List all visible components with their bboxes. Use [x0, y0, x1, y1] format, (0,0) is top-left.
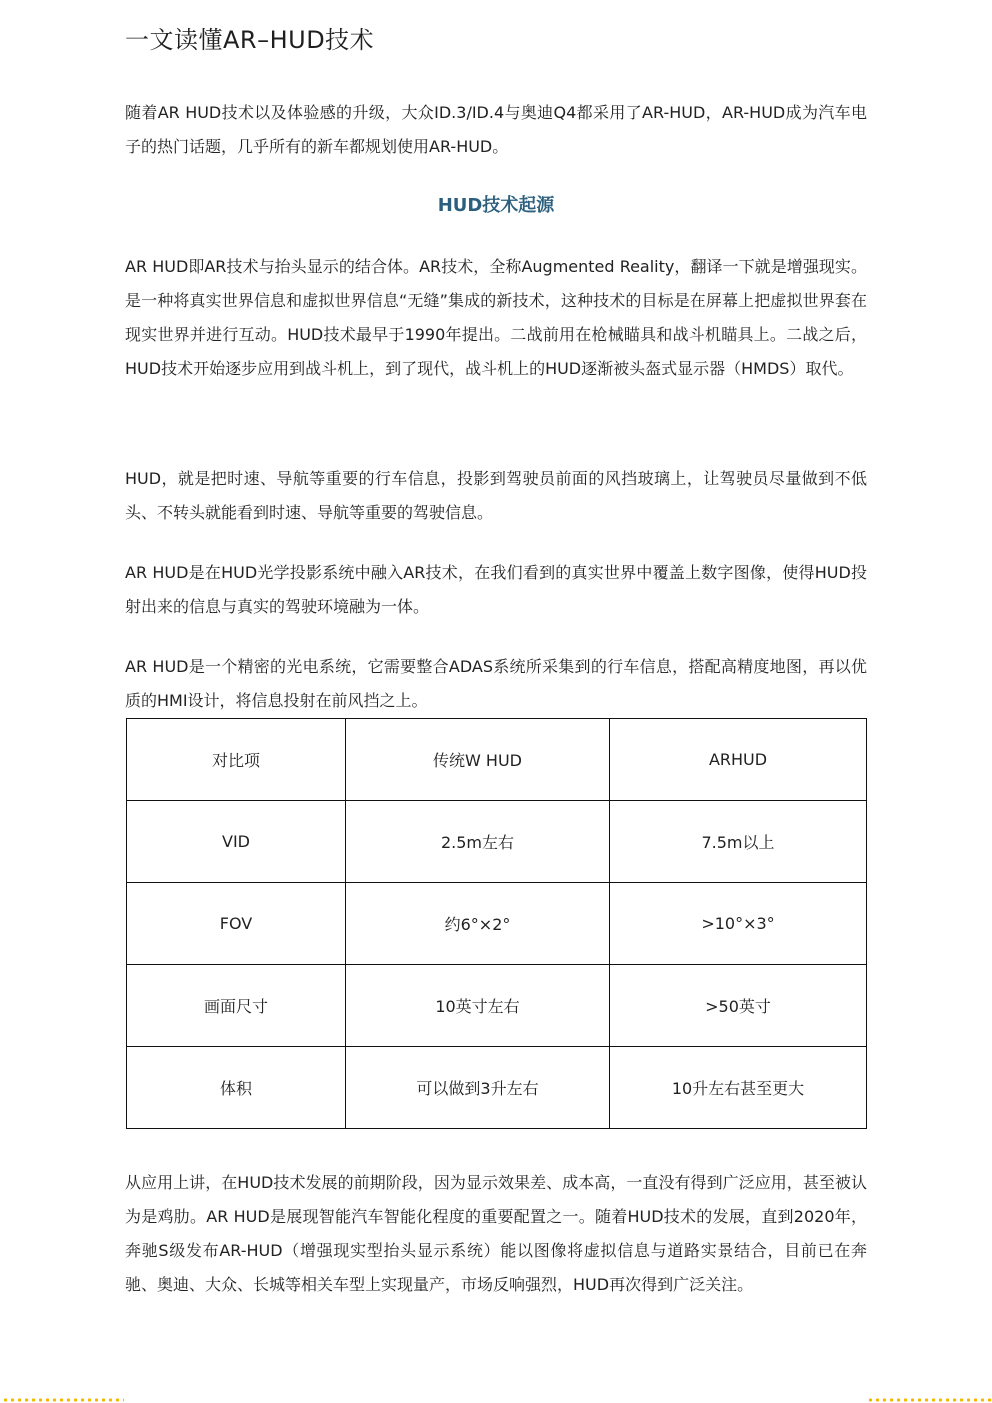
intro-paragraph: 随着AR HUD技术以及体验感的升级，大众ID.3/ID.4与奥迪Q4都采用了AR-HUD，AR-HUD成为汽车电子的热门话题，几乎所有的新车都规划使用AR-HUD。 [125, 103, 867, 156]
table-cell: 画面尺寸 [127, 965, 346, 1047]
table-cell: FOV [127, 883, 346, 965]
section-heading: HUD技术起源 [437, 195, 555, 216]
footer-dots-right [867, 1398, 991, 1402]
paragraph-arhud-definition: AR HUD是在HUD光学投影系统中融入AR技术，在我们看到的真实世界中覆盖上数字图像，使得HUD投射出来的信息与真实的驾驶环境融为一体。 [125, 563, 867, 616]
table-row [127, 883, 867, 965]
table-cell: 10英寸左右 [346, 965, 610, 1047]
footer-dots-left [2, 1398, 124, 1402]
page-title: 一文读懂AR–HUD技术 [125, 26, 375, 54]
paragraph-ar-origin: AR HUD即AR技术与抬头显示的结合体。AR技术，全称Augmented Reality，翻译一下就是增强现实。是一种将真实世界信息和虚拟世界信息“无缝”集成的新技术，这种技术的目标是在屏幕上把虚拟世界套在现实世界并进行互动。HUD技术最早于1990年提出。二战前用在枪械瞄具和战斗机瞄具上。二战之后，HUD技术开始逐步应用到战斗机上，到了现代，战斗机上的HUD逐渐被头盔式显示器（HMDS）取代。 [125, 257, 867, 378]
table-row [127, 1047, 867, 1129]
comparison-table [126, 718, 867, 1129]
table-row [127, 801, 867, 883]
table-header-cell: ARHUD [610, 719, 867, 801]
table-cell: 可以做到3升左右 [346, 1047, 610, 1129]
table-cell: 2.5m左右 [346, 801, 610, 883]
table-cell: >50英寸 [610, 965, 867, 1047]
table-row [127, 965, 867, 1047]
table-cell: 10升左右甚至更大 [610, 1047, 867, 1129]
table-cell: VID [127, 801, 346, 883]
closing-paragraph: 从应用上讲，在HUD技术发展的前期阶段，因为显示效果差、成本高，一直没有得到广泛应用，甚至被认为是鸡肋。AR HUD是展现智能汽车智能化程度的重要配置之一。随着HUD技术的发展，直到2020年，奔驰S级发布AR-HUD（增强现实型抬头显示系统）能以图像将虚拟信息与道路实景结合，目前已在奔驰、奥迪、大众、长城等相关车型上实现量产，市场反响强烈，HUD再次得到广泛关注。 [125, 1173, 867, 1294]
paragraph-arhud-system: AR HUD是一个精密的光电系统，它需要整合ADAS系统所采集到的行车信息，搭配高精度地图，再以优质的HMI设计，将信息投射在前风挡之上。 [125, 657, 867, 710]
table-header-cell: 传统W HUD [346, 719, 610, 801]
table-cell: 7.5m以上 [610, 801, 867, 883]
table-header-row [127, 719, 867, 801]
table-cell: 体积 [127, 1047, 346, 1129]
table-cell: 约6°×2° [346, 883, 610, 965]
paragraph-hud-definition: HUD，就是把时速、导航等重要的行车信息，投影到驾驶员前面的风挡玻璃上，让驾驶员尽量做到不低头、不转头就能看到时速、导航等重要的驾驶信息。 [125, 469, 867, 522]
table-cell: >10°×3° [610, 883, 867, 965]
table-header-cell: 对比项 [127, 719, 346, 801]
